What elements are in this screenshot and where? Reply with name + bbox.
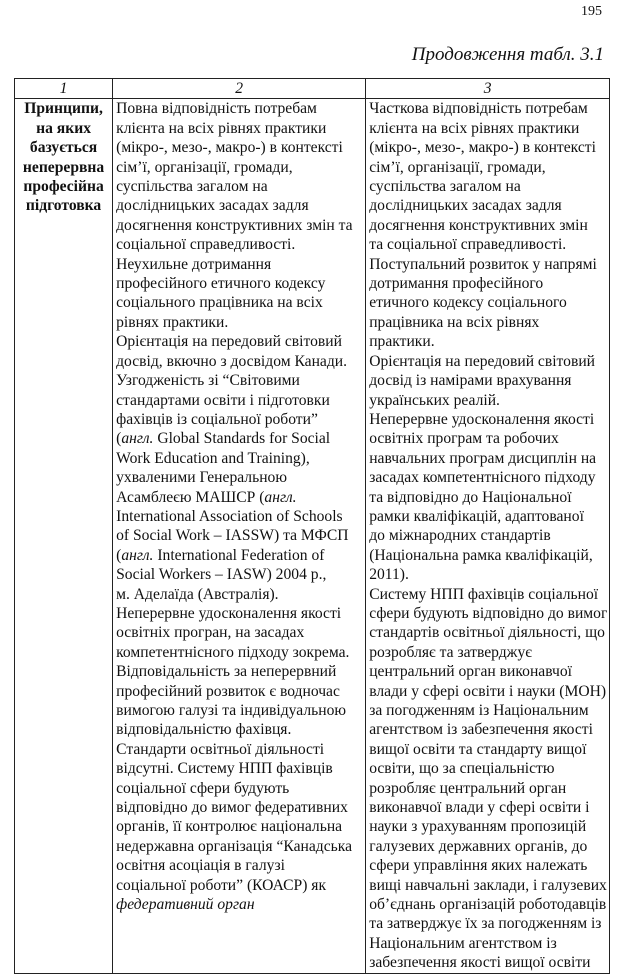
text-line: відсутні. Систему НПП фахівців [116,760,333,778]
text-line: професійного етичного кодексу [116,275,326,293]
text-line: сфери управління яких належать [369,857,588,875]
text-line: стандартами освіти і підготовки [116,391,330,409]
text-line: забезпечення якості вищої освіти [369,954,591,972]
text-line: рівнях практики. [116,313,229,331]
text-line: (мікро-, мезо-, макро-) в контексті [369,139,596,157]
text-line: за погодженням із Національним [369,702,589,719]
text-line: of Social Work – IASSW) та МФСП [116,527,349,545]
column-3-cell [366,99,610,973]
text-line: 2011). [369,566,409,584]
table-header-row [15,79,610,99]
text-line: Принципи, [24,100,103,118]
text-line: практики. [369,333,435,351]
text-line: суспільства загалом на [369,178,521,196]
text-line: Узгодженість зі “Світовими [116,372,300,390]
text-line: освітніх програм та робочих [369,430,559,448]
text-line: влади у сфері освіти і науки (МОН) [369,682,607,700]
text-line: підготовка [25,197,102,215]
text-line: досвід, вкючно з досвідом Канади. [116,352,348,370]
text-line: українських реалій. [369,391,500,409]
text-line: вимогою галузі та індивідуальною [116,702,347,719]
text-line: Орієнтація на передовий світовий [369,352,596,370]
text-line: соціальної сфери будують [116,779,290,797]
text-line: освітніх програн, на засадах [116,624,305,642]
text-line: неперервна [22,158,105,176]
text-line: Асамблеєю МАШСР (англ. [116,488,297,506]
text-line: (англ. International Federation of [116,546,325,564]
text-line: досвід із намірами врахування [369,372,572,390]
table-continuation-caption: Продовження табл. 3.1 [411,44,604,65]
text-line: об’єднань організацій роботодавців [369,896,607,914]
text-line: суспільства загалом на [116,178,268,196]
text-line: до міжнародних стандартів [369,527,551,545]
text-line: Work Education and Training), [116,449,310,467]
text-line: рамки кваліфікацій, адаптованої [369,507,584,525]
text-line: Національним агентством із [369,934,557,952]
text-line: сім’ї, організації, громади, [369,158,546,176]
text-line: досягнення конструктивних змін та [116,216,353,234]
text-line: відповідальністю фахівця. [116,721,292,739]
text-line: соціальної роботи” (КОАСР) як [116,876,327,894]
text-line: Стандарти освітньої діяльності [116,740,325,758]
text-line: та соціальної справедливості. [369,236,567,254]
text-line: Неперервне удосконалення якості [116,604,342,622]
principles-table [14,78,610,974]
column-header-1: 1 [15,79,113,99]
text-line: дослідницьких засадах задля [369,197,562,215]
column-2-cell [113,99,366,973]
text-line: International Association of Schools [116,507,343,525]
text-line: клієнта на всіх рівнях практики [116,119,327,137]
row-header-cell [15,99,113,973]
text-line: розробляє та затверджує [369,643,532,661]
text-line: освіти, що за спеціальністю [369,760,555,778]
text-line: стандартів освітньої діяльності, що [369,624,605,642]
text-line: базується [29,139,98,157]
text-line: ухваленими Генеральною [116,469,287,487]
text-line: Часткова відповідність потребам [369,100,588,118]
text-line: органів, її контролює національна [116,818,343,836]
text-line: працівника на всіх рівнях [369,313,540,331]
text-line: Social Workers – IASW) 2004 р., [116,566,327,584]
text-line: та затверджує їх за погодженням із [369,915,602,933]
text-line: фахівців із соціальної роботи” [116,410,318,428]
text-line: розробляє центральний орган [369,779,567,797]
text-line: агентством із забезпечення якості [369,721,593,739]
text-line: відповідно до вимог федеративних [116,799,348,817]
text-line: федеративний орган [116,896,255,914]
text-line: виконавчої влади у сфері освіти і [369,799,590,817]
text-line: на яких [36,119,91,137]
text-line: професійний розвиток є водночас [116,682,340,700]
text-line: та відповідно до Національної [369,488,572,506]
text-line: дослідницьких засадах задля [116,197,309,215]
text-line: вищої освіти та стандарту вищої [369,740,587,758]
text-line: Відповідальність за неперервний [116,663,337,681]
text-line: освітня асоціація в галузі [116,857,285,875]
text-line: соціального працівника на всіх [116,294,323,312]
text-line: (мікро-, мезо-, макро-) в контексті [116,139,343,157]
text-line: сфери будують відповідно до вимог [369,604,608,622]
text-line: (англ. Global Standards for Social [116,430,331,448]
text-line: (Національна рамка кваліфікацій, [369,546,593,564]
table-row [15,99,610,973]
text-line: Неухильне дотримання [116,255,272,273]
text-line: центральний орган виконавчої [369,663,572,681]
text-line: вищі навчальні заклади, і галузевих [369,876,607,894]
text-line: етичного кодексу соціального [369,294,567,312]
text-line: сім’ї, організації, громади, [116,158,293,176]
text-line: навчальних програм дисциплін на [369,449,597,467]
text-line: досягнення конструктивних змін [369,216,588,234]
text-line: недержавна організація “Канадська [116,837,353,855]
text-line: м. Аделаїда (Австралія). [116,585,279,603]
text-line: Систему НПП фахівців соціальної [369,585,599,603]
text-line: Поступальний розвиток у напрямі [369,255,597,273]
text-line: соціальної справедливості. [116,236,296,254]
text-line: Орієнтація на передовий світовий [116,333,342,351]
text-line: професійна [23,178,104,196]
column-header-3: 3 [366,79,610,99]
page-number: 195 [581,4,602,19]
text-line: клієнта на всіх рівнях практики [369,119,580,137]
text-line: Повна відповідність потребам [116,100,317,118]
text-line: галузевих державних органів, до [369,837,588,855]
text-line: Неперервне удосконалення якості [369,410,595,428]
text-line: дотримання професійного [369,275,544,293]
column-header-2: 2 [113,79,366,99]
text-line: засадах компетентнісного підходу [369,469,596,487]
text-line: компетентнісного підходу зокрема. [116,643,350,661]
text-line: науки з урахуванням пропозицій [369,818,587,836]
